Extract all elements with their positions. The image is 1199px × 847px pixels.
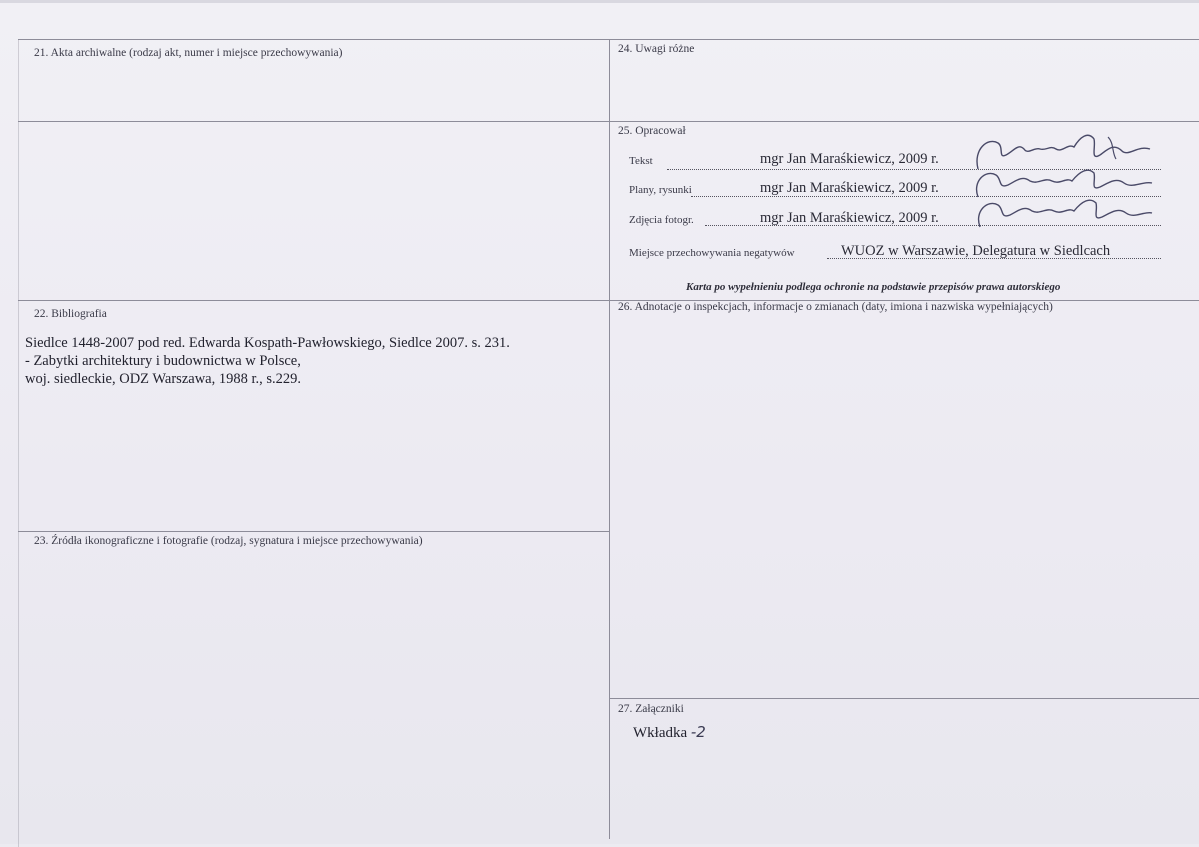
- bibliography-line: Siedlce 1448-2007 pod red. Edwarda Kospath-Pawłowskiego, Siedlce 2007. s. 231.: [25, 335, 510, 351]
- row-label: Plany, rysunki: [629, 184, 692, 196]
- attachment-handwritten-number: -2: [690, 723, 706, 741]
- rule-22-bottom: [18, 531, 609, 532]
- opracowal-row-zdjecia: [629, 214, 694, 226]
- section-22-label: 22. Bibliografia: [34, 308, 107, 320]
- left-border: [18, 39, 19, 847]
- bibliography-line: - Zabytki architektury i budownictwa w Polsce,: [25, 353, 301, 369]
- section-23-label: 23. Źródła ikonograficzne i fotografie (rodzaj, sygnatura i miejsce przechowywania): [34, 535, 423, 547]
- section-24-label: 24. Uwagi różne: [618, 43, 695, 55]
- copyright-notice: Karta po wypełnieniu podlega ochronie na podstawie przepisów prawa autorskiego: [686, 281, 1061, 293]
- bibliography-line: woj. siedleckie, ODZ Warszawa, 1988 r., s.229.: [25, 371, 302, 387]
- opracowal-row-negatywy: [629, 247, 795, 259]
- opracowal-row-plany: [629, 184, 692, 196]
- opracowal-row-tekst: [629, 155, 653, 167]
- section-27-label: 27. Załączniki: [618, 703, 684, 715]
- rule-26-bottom: [609, 698, 1199, 699]
- row-value: mgr Jan Maraśkiewicz, 2009 r.: [760, 180, 939, 196]
- section-21-label: 21. Akta archiwalne (rodzaj akt, numer i miejsce przechowywania): [34, 47, 343, 59]
- section-25-label: 25. Opracował: [618, 125, 686, 137]
- row-value: WUOZ w Warszawie, Delegatura w Siedlcach: [841, 243, 1111, 259]
- attachment-entry: [633, 723, 706, 742]
- row-label: Miejsce przechowywania negatywów: [629, 247, 795, 259]
- rule-21-bottom: [18, 121, 1199, 122]
- row-label: Zdjęcia fotogr.: [629, 214, 694, 226]
- center-divider: [609, 39, 610, 839]
- signature-3: [964, 193, 1160, 229]
- row-label: Tekst: [629, 155, 653, 167]
- row-value: mgr Jan Maraśkiewicz, 2009 r.: [760, 151, 939, 167]
- row-value: mgr Jan Maraśkiewicz, 2009 r.: [760, 210, 939, 226]
- attachment-text: Wkładka: [633, 725, 691, 741]
- section-26-label: 26. Adnotacje o inspekcjach, informacje o zmianach (daty, imiona i nazwiska wypełniających): [618, 301, 1053, 313]
